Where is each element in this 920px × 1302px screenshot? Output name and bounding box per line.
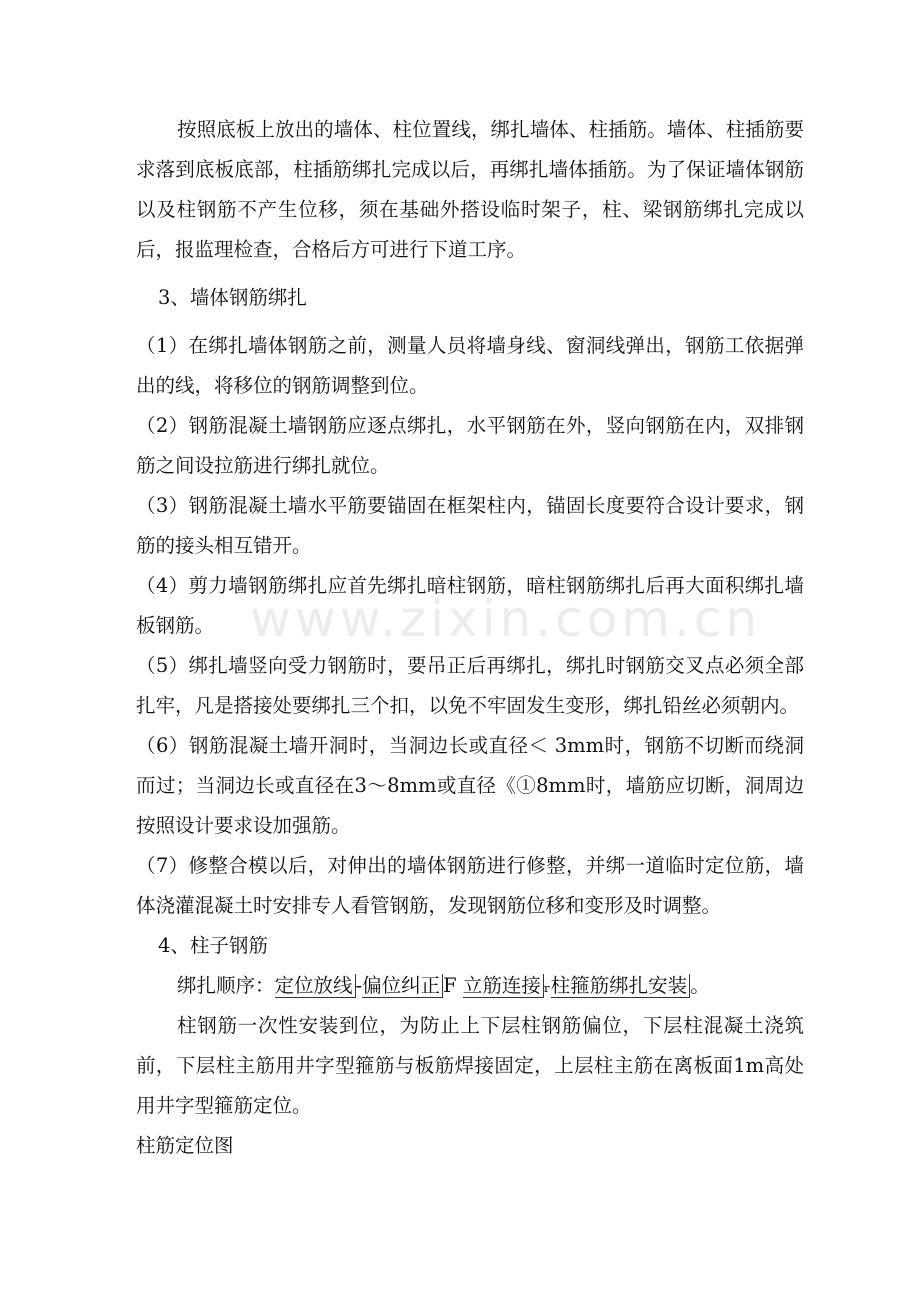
section-heading-column-rebar: 4、柱子钢筋 (158, 934, 268, 957)
flow-step-layout: 定位放线 (275, 974, 356, 998)
flow-separator: - (355, 974, 363, 997)
list-item-wall-4: （4）剪力墙钢筋绑扎应首先绑扎暗柱钢筋，暗柱钢筋绑扎后再大面积绑扎墙板钢筋。 (136, 574, 804, 637)
watermark: www.zixin.com.cn (250, 590, 762, 648)
flow-step-correction: 偏位纠正 (362, 974, 443, 998)
figure-caption: 柱筋定位图 (136, 1134, 234, 1157)
list-item-wall-1: （1）在绑扎墙体钢筋之前，测量人员将墙身线、窗洞线弹出，钢筋工依据弹出的线，将移位的钢筋调整到位。 (136, 334, 804, 397)
document-body (136, 110, 804, 1166)
list-item-wall-7: （7）修整合模以后，对伸出的墙体钢筋进行修整，并绑一道临时定位筋，墙体浇灌混凝土时安排专人看管钢筋，发现钢筋位移和变形及时调整。 (136, 854, 804, 917)
flow-separator: F (443, 974, 463, 997)
binding-sequence-line (136, 966, 804, 1006)
list-item-wall-3: （3）钢筋混凝土墙水平筋要锚固在框架柱内，锚固长度要符合设计要求，钢筋的接头相互错开。 (136, 494, 804, 557)
section-heading-wall-rebar: 3、墙体钢筋绑扎 (158, 286, 307, 309)
flow-end-mark: 。 (690, 974, 710, 997)
paragraph-foundation-insert-bars: 按照底板上放出的墙体、柱位置线，绑扎墙体、柱插筋。墙体、柱插筋要求落到底板底部，柱插筋绑扎完成以后，再绑扎墙体插筋。为了保证墙体钢筋以及柱钢筋不产生位移，须在基础外搭设临时架子，柱、梁钢筋绑扎完成以后，报监理检查，合格后方可进行下道工序。 (136, 118, 804, 261)
flow-step-stirrup-binding: 柱箍筋绑扎安装 (551, 974, 691, 998)
flow-separator: ᵣ (543, 974, 551, 997)
paragraph-column-rebar-install: 柱钢筋一次性安装到位，为防止上下层柱钢筋偏位，下层柱混凝土浇筑前，下层柱主筋用井字型箍筋与板筋焊接固定，上层柱主筋在离板面1m高处用井字型箍筋定位。 (136, 1014, 804, 1117)
list-item-wall-6: （6）钢筋混凝土墙开洞时，当洞边长或直径＜ 3mm时，钢筋不切断而绕洞而过；当洞边长或直径在3～8mm或直径《①8mm时，墙筋应切断，洞周边按照设计要求设加强筋。 (136, 734, 804, 837)
list-item-wall-2: （2）钢筋混凝土墙钢筋应逐点绑扎，水平钢筋在外，竖向钢筋在内，双排钢筋之间设拉筋进行绑扎就位。 (136, 414, 804, 477)
list-item-wall-5: （5）绑扎墙竖向受力钢筋时，要吊正后再绑扎，绑扎时钢筋交叉点必须全部扎牢，凡是搭接处要绑扎三个扣，以免不牢固发生变形，绑扎铅丝必须朝内。 (136, 654, 804, 717)
binding-sequence-label: 绑扎顺序： (177, 974, 275, 997)
flow-step-vertical-connection: 立筋连接 (463, 974, 544, 998)
